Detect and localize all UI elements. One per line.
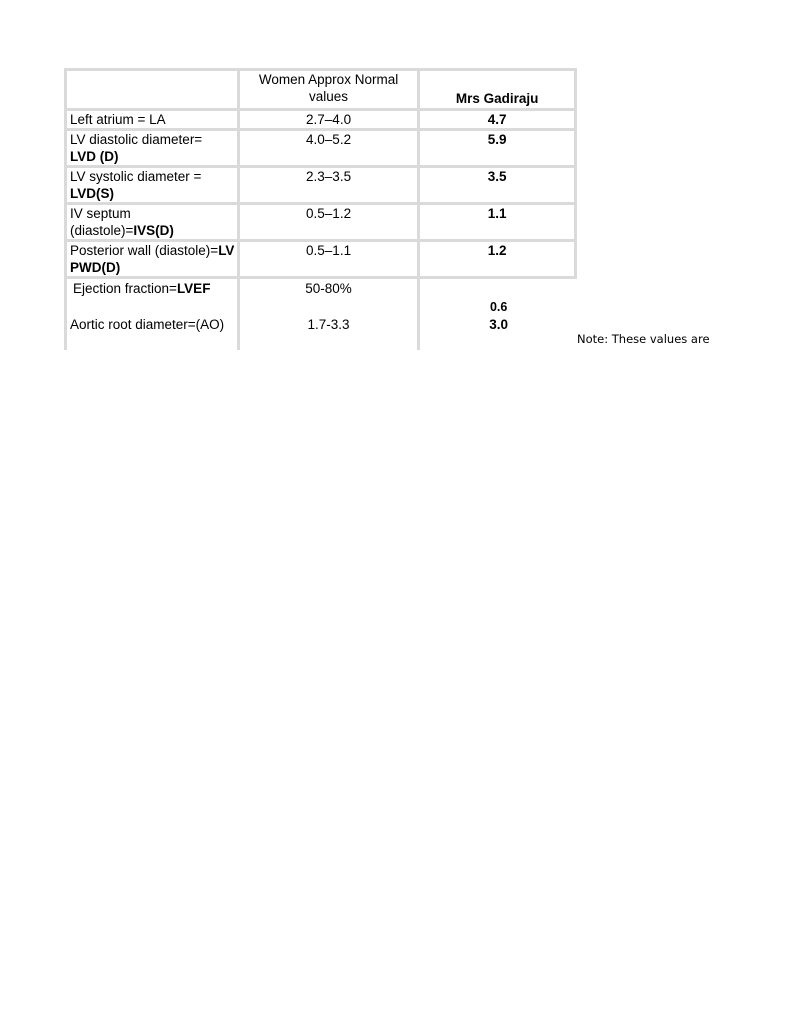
row-label-abbrev: IVS(D) bbox=[133, 223, 174, 238]
table-row bbox=[64, 168, 577, 205]
row-label-abbrev: LV PWD(D) bbox=[70, 243, 235, 275]
row-normal-value: 1.7-3.3 bbox=[240, 316, 421, 350]
table-row bbox=[64, 205, 577, 242]
row-patient-value: 0.6 bbox=[489, 300, 508, 314]
row-normal-value: 0.5–1.1 bbox=[240, 242, 421, 279]
row-label-text: Posterior wall (diastole)= bbox=[70, 243, 219, 258]
row-patient-value: 1.2 bbox=[420, 242, 577, 279]
row-patient-value: 5.9 bbox=[420, 131, 577, 168]
row-label bbox=[64, 279, 240, 316]
row-label-abbrev: LVD(S) bbox=[70, 186, 114, 201]
row-label-text: Ejection fraction= bbox=[73, 281, 177, 296]
table-row bbox=[64, 242, 577, 279]
row-label bbox=[64, 168, 240, 205]
table-row bbox=[64, 131, 577, 168]
row-label bbox=[64, 131, 240, 168]
table-header-row bbox=[64, 68, 577, 111]
row-label bbox=[64, 242, 240, 279]
row-normal-value: 2.7–4.0 bbox=[240, 111, 421, 131]
row-patient-value: 3.0 bbox=[489, 317, 509, 332]
header-normal-values: Women Approx Normal values bbox=[240, 68, 421, 111]
row-normal-value: 2.3–3.5 bbox=[240, 168, 421, 205]
table-row bbox=[64, 111, 577, 131]
row-label bbox=[64, 205, 240, 242]
row-label-text: LV systolic diameter = bbox=[70, 169, 202, 184]
header-cell-blank bbox=[64, 68, 240, 111]
row-label-text: IV septum (diastole)= bbox=[70, 206, 134, 238]
table-row bbox=[64, 279, 577, 316]
row-label-text: Left atrium = LA bbox=[70, 112, 166, 127]
row-patient-value: 4.7 bbox=[420, 111, 577, 131]
row-normal-value: 4.0–5.2 bbox=[240, 131, 421, 168]
table-row bbox=[64, 316, 577, 350]
echo-values-table bbox=[64, 68, 577, 350]
row-normal-value: 0.5–1.2 bbox=[240, 205, 421, 242]
row-label bbox=[64, 316, 240, 350]
row-label-text: LV diastolic diameter= bbox=[70, 132, 203, 147]
row-patient-value: 1.1 bbox=[420, 205, 577, 242]
row-patient-value: 3.5 bbox=[420, 168, 577, 205]
row-label-text: Aortic root diameter=(AO) bbox=[70, 317, 225, 332]
header-patient-name: Mrs Gadiraju bbox=[420, 68, 577, 111]
row-normal-value: 50-80% bbox=[240, 279, 421, 316]
row-label-abbrev: LVD (D) bbox=[70, 149, 119, 164]
row-label bbox=[64, 111, 240, 131]
row-label-abbrev: LVEF bbox=[176, 281, 211, 296]
note-text: Note: These values are bbox=[577, 332, 710, 346]
